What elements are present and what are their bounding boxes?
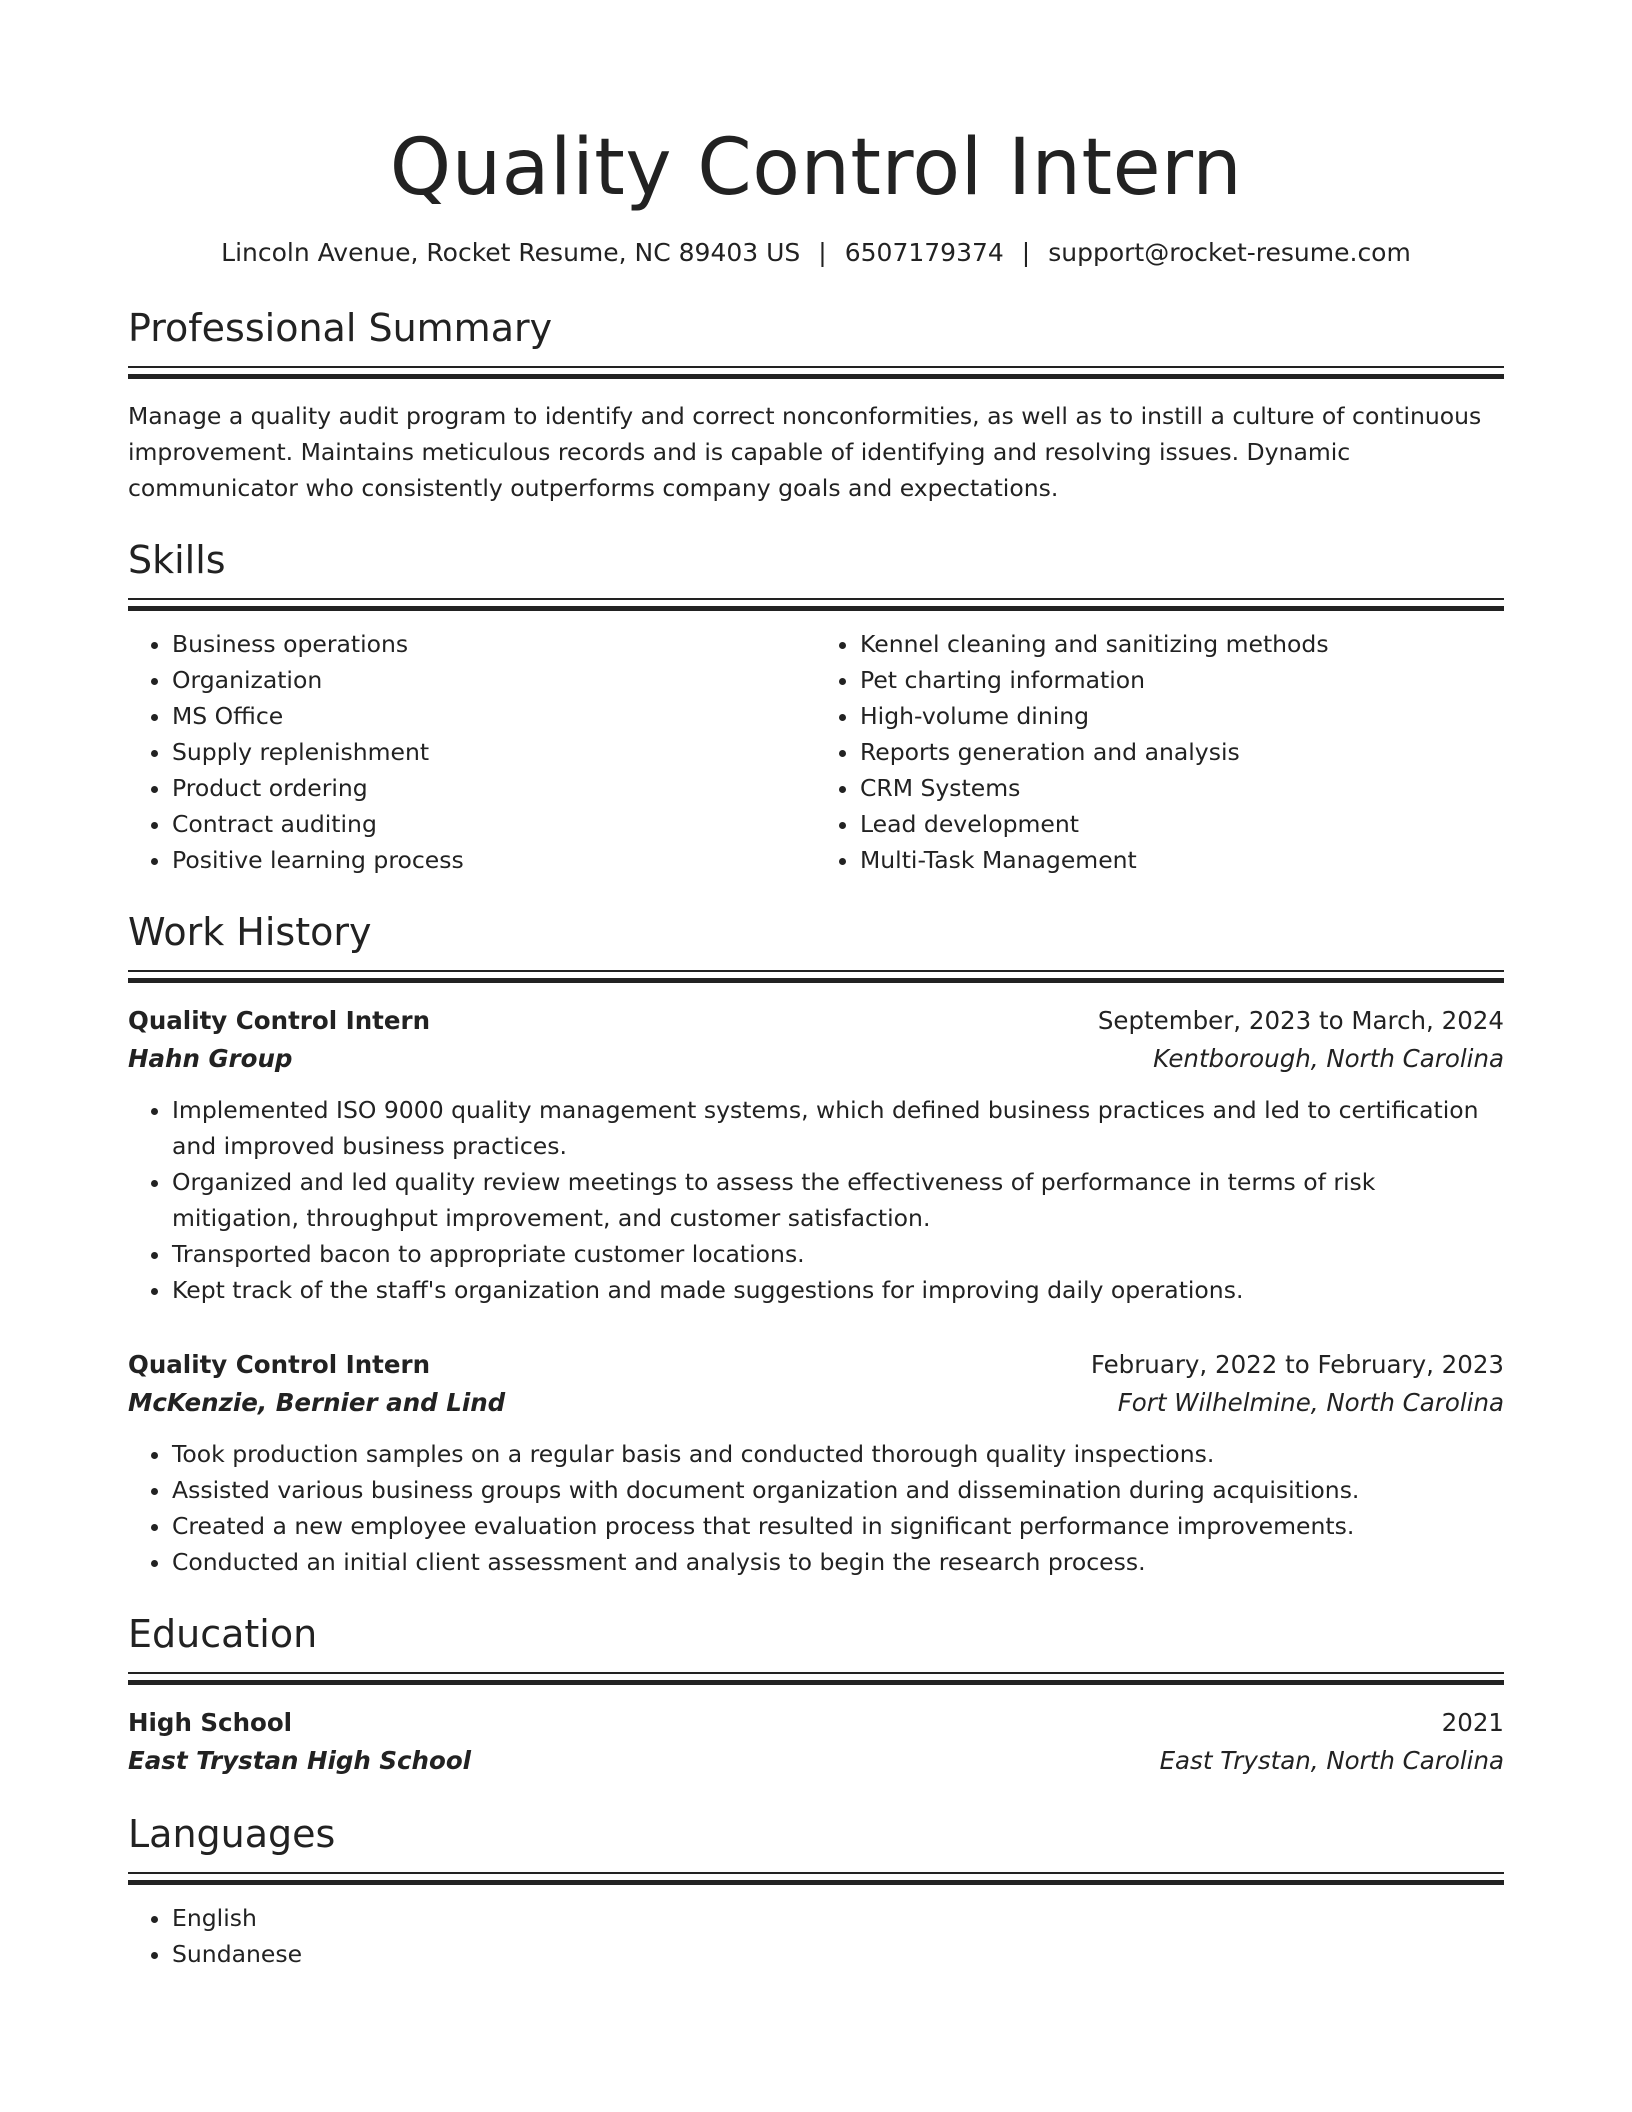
job-bullets (128, 1436, 1504, 1580)
job-entry (128, 1002, 1504, 1308)
section-title: Work History (128, 910, 372, 954)
education-location: East Trystan, North Carolina (1159, 1746, 1504, 1775)
skill-item: • Lead development (860, 806, 1504, 842)
candidate-name: Quality Control Intern (389, 123, 1243, 213)
job-bullet: • Took production samples on a regular basis and conducted thorough quality inspections. (172, 1436, 1504, 1472)
education-school-row (128, 1742, 1504, 1780)
education-degree: High School (128, 1708, 293, 1737)
job-bullet: • Conducted an initial client assessment and analysis to begin the research process. (172, 1544, 1504, 1580)
job-dates: February, 2022 to February, 2023 (1090, 1350, 1504, 1379)
summary-text: Manage a quality audit program to identify and correct nonconformities, as well as to instill a culture of continuous improvement. Maintains meticulous records and is capable of identifying and resolving issues. Dynamic communicator who consistently outperforms company goals and expectations. (128, 402, 1482, 502)
job-company: Hahn Group (128, 1044, 293, 1073)
skill-item: • Positive learning process (172, 842, 816, 878)
job-company: McKenzie, Bernier and Lind (128, 1388, 506, 1417)
skills-section (128, 536, 1504, 878)
job-location: Kentborough, North Carolina (1153, 1044, 1504, 1073)
job-dates: September, 2023 to March, 2024 (1097, 1006, 1504, 1035)
skill-item: • Product ordering (172, 770, 816, 806)
job-title: Quality Control Intern (128, 1350, 431, 1379)
job-company-row (128, 1040, 1504, 1078)
skill-item: • Organization (172, 662, 816, 698)
skill-item: • MS Office (172, 698, 816, 734)
job-title: Quality Control Intern (128, 1006, 431, 1035)
education-section (128, 1610, 1504, 1780)
job-entry (128, 1346, 1504, 1580)
section-title: Professional Summary (128, 306, 553, 350)
section-divider (128, 970, 1504, 982)
job-bullet: • Kept track of the staff's organization and made suggestions for improving daily operations. (172, 1272, 1504, 1308)
skill-item: • Supply replenishment (172, 734, 816, 770)
section-divider (128, 366, 1504, 378)
skills-column-right (816, 626, 1504, 878)
contact-separator: | (818, 238, 827, 267)
skill-item: • Multi-Task Management (860, 842, 1504, 878)
education-header-row (128, 1704, 1504, 1742)
languages-section (128, 1810, 1504, 1972)
section-title: Education (128, 1612, 318, 1656)
contact-address: Lincoln Avenue, Rocket Resume, NC 89403 US (221, 238, 801, 267)
skill-item: • Pet charting information (860, 662, 1504, 698)
skills-columns (128, 626, 1504, 878)
education-entry (128, 1704, 1504, 1780)
skill-item: • CRM Systems (860, 770, 1504, 806)
job-bullet: • Created a new employee evaluation process that resulted in significant performance improvements. (172, 1508, 1504, 1544)
contact-phone: 6507179374 (844, 238, 1004, 267)
job-bullet: • Transported bacon to appropriate customer locations. (172, 1236, 1504, 1272)
job-bullets (128, 1092, 1504, 1308)
section-divider (128, 1872, 1504, 1884)
skill-item: • Kennel cleaning and sanitizing methods (860, 626, 1504, 662)
job-bullet: • Implemented ISO 9000 quality management systems, which defined business practices and led to certification and improved business practices. (172, 1092, 1504, 1164)
skill-item: • Business operations (172, 626, 816, 662)
section-divider (128, 598, 1504, 610)
job-header-row (128, 1002, 1504, 1040)
skill-item: • High-volume dining (860, 698, 1504, 734)
language-item: • Sundanese (172, 1936, 1504, 1972)
language-item: • English (172, 1900, 1504, 1936)
skill-item: • Contract auditing (172, 806, 816, 842)
section-title: Languages (128, 1812, 336, 1856)
skill-item: • Reports generation and analysis (860, 734, 1504, 770)
education-year: 2021 (1441, 1708, 1504, 1737)
section-divider (128, 1672, 1504, 1684)
job-header-row (128, 1346, 1504, 1384)
contact-separator: | (1021, 238, 1031, 267)
work-history-section (128, 908, 1504, 1580)
contact-line (128, 236, 1504, 270)
languages-list (128, 1900, 1504, 1972)
summary-section (128, 304, 1504, 506)
job-company-row (128, 1384, 1504, 1422)
skills-column-left (128, 626, 816, 878)
job-location: Fort Wilhelmine, North Carolina (1117, 1388, 1504, 1417)
job-bullet: • Assisted various business groups with document organization and dissemination during acquisitions. (172, 1472, 1504, 1508)
section-title: Skills (128, 538, 226, 582)
contact-email: support@rocket-resume.com (1048, 238, 1411, 267)
education-school: East Trystan High School (128, 1746, 472, 1775)
job-bullet: • Organized and led quality review meetings to assess the effectiveness of performance in terms of risk mitigation, throughput improvement, and customer satisfaction. (172, 1164, 1504, 1236)
